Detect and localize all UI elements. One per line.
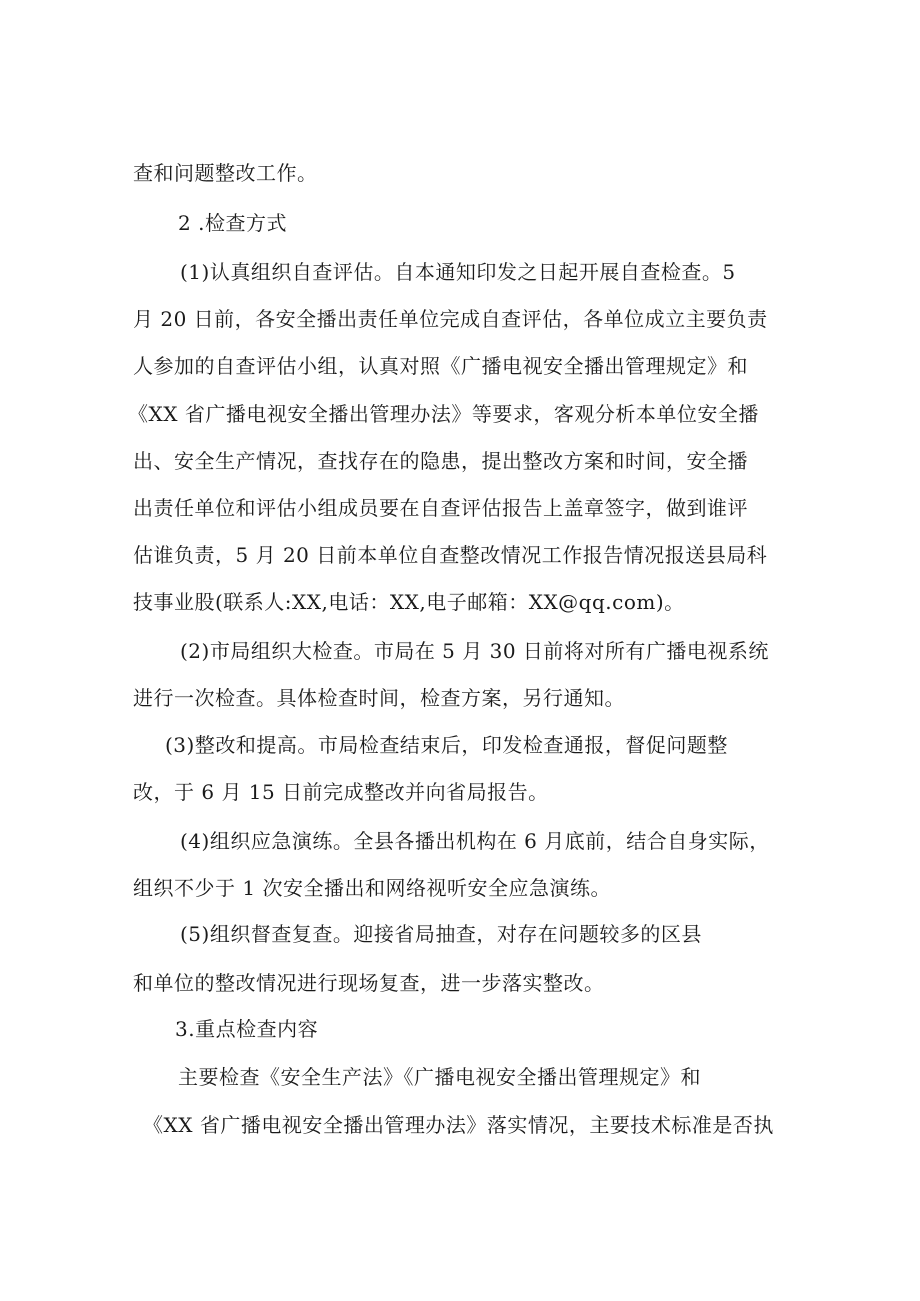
paragraph-line: (5)组织督查复查。迎接省局抽查，对存在问题较多的区县 (180, 922, 702, 946)
paragraph-line: 出、安全生产情况，查找存在的隐患，提出整改方案和时间，安全播 (133, 449, 748, 473)
paragraph-line: 《XX 省广播电视安全播出管理办法》落实情况，主要技术标准是否执 (143, 1113, 774, 1137)
paragraph-line: 人参加的自查评估小组，认真对照《广播电视安全播出管理规定》和 (133, 354, 748, 378)
paragraph-line: (1)认真组织自查评估。自本通知印发之日起开展自查检查。5 (180, 260, 736, 284)
paragraph-line: 出责任单位和评估小组成员要在自查评估报告上盖章签字，做到谁评 (133, 496, 748, 520)
paragraph-line: 组织不少于 1 次安全播出和网络视听安全应急演练。 (133, 876, 611, 900)
section-heading: 3.重点检查内容 (175, 1017, 319, 1041)
paragraph-line: (3)整改和提高。市局检查结束后，印发检查通报，督促问题整 (165, 733, 728, 757)
paragraph-line: 主要检查《安全生产法》《广播电视安全播出管理规定》和 (178, 1065, 701, 1089)
paragraph-line: 查和问题整改工作。 (133, 161, 318, 185)
paragraph-line: 进行一次检查。具体检查时间，检查方案，另行通知。 (133, 686, 625, 710)
paragraph-line: 和单位的整改情况进行现场复查，进一步落实整改。 (133, 971, 605, 995)
paragraph-line: 技事业股(联系人:XX,电话：XX,电子邮箱：XX@qq.com)。 (133, 590, 685, 614)
paragraph-line: 估谁负责，5 月 20 日前本单位自查整改情况工作报告情况报送县局科 (133, 543, 768, 567)
section-heading: 2 .检查方式 (178, 211, 287, 235)
paragraph-line: 月 20 日前，各安全播出责任单位完成自查评估，各单位成立主要负责 (133, 307, 768, 331)
paragraph-line: 改，于 6 月 15 日前完成整改并向省局报告。 (133, 780, 549, 804)
paragraph-line: (4)组织应急演练。全县各播出机构在 6 月底前，结合自身实际， (180, 829, 770, 853)
paragraph-line: 《XX 省广播电视安全播出管理办法》等要求，客观分析本单位安全播 (128, 402, 759, 426)
paragraph-line: (2)市局组织大检查。市局在 5 月 30 日前将对所有广播电视系统 (180, 639, 769, 663)
